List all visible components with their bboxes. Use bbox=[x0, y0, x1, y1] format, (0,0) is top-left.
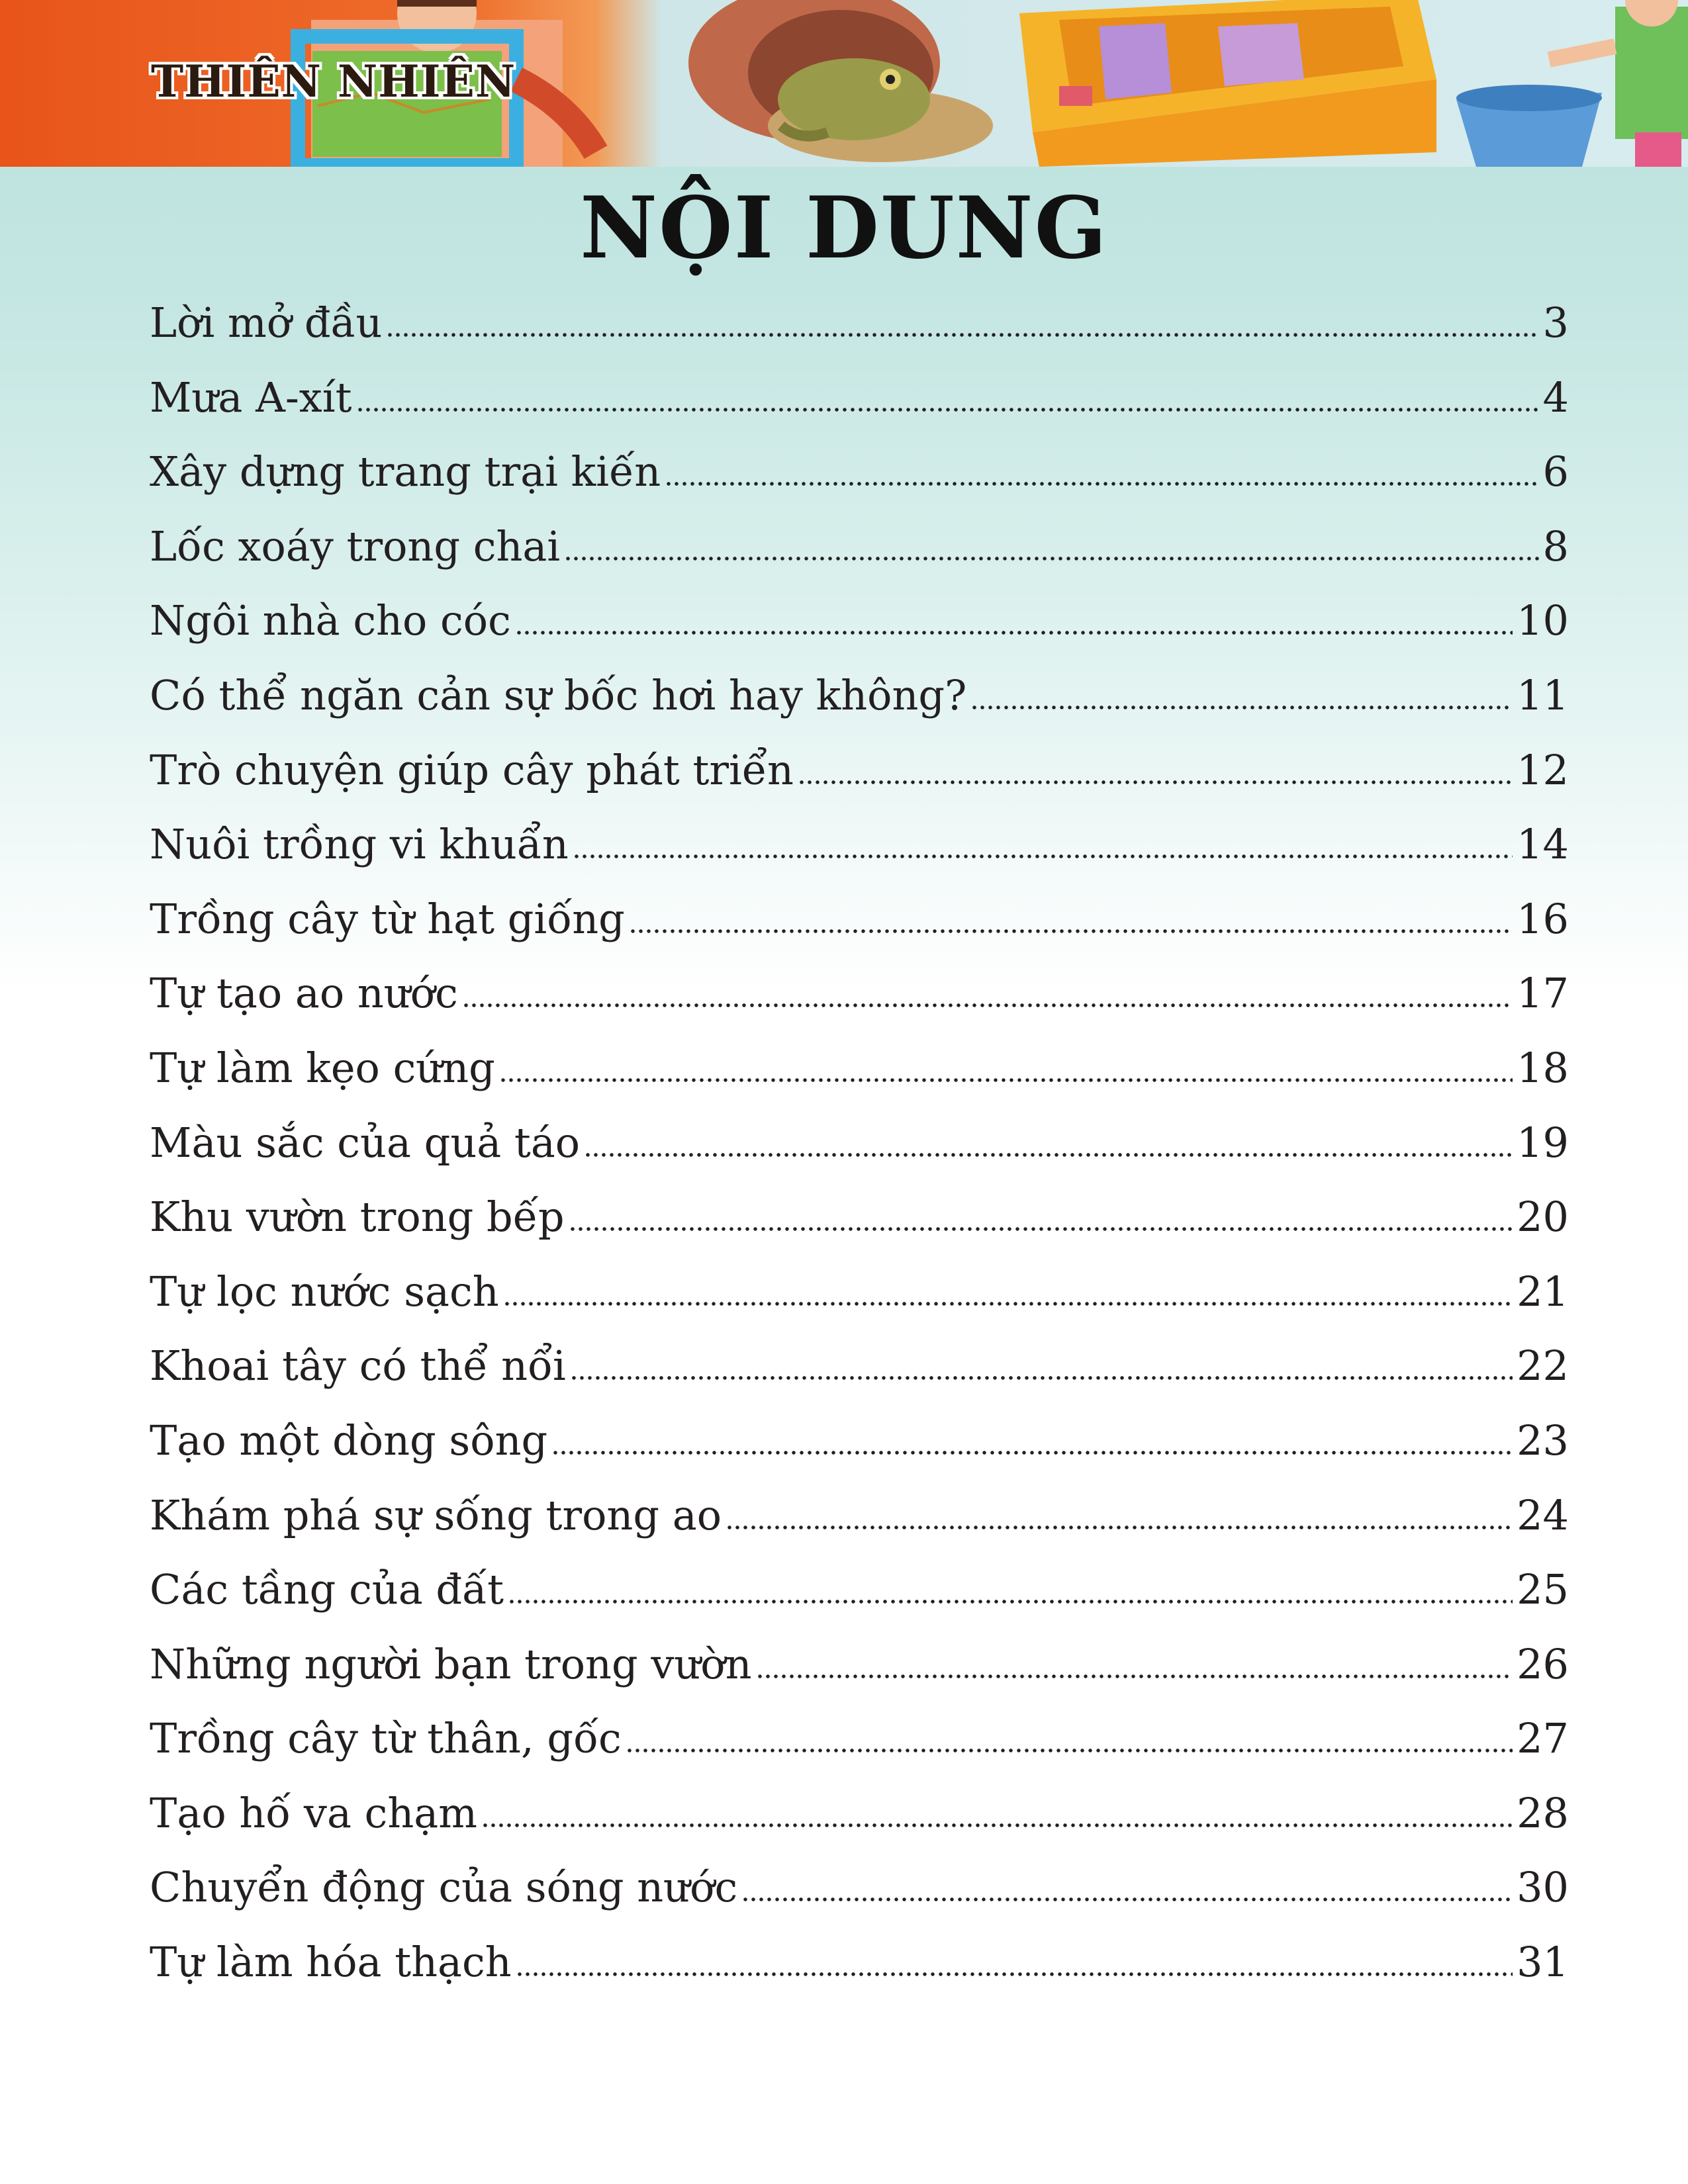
toc-entry-page: 6 bbox=[1542, 447, 1569, 496]
toc-entry-title: Khoai tây có thể nổi bbox=[150, 1342, 566, 1390]
toc-entry[interactable] bbox=[150, 807, 1569, 882]
toc-entry-page: 27 bbox=[1517, 1714, 1569, 1763]
toc-entry-title: Khám phá sự sống trong ao bbox=[150, 1490, 722, 1539]
dot-leader bbox=[756, 1674, 1513, 1678]
dot-leader bbox=[508, 1600, 1513, 1604]
toc-entry-page: 4 bbox=[1542, 373, 1569, 422]
dot-leader bbox=[356, 408, 1539, 412]
toc-entry-page: 8 bbox=[1542, 522, 1569, 570]
dot-leader bbox=[970, 705, 1513, 709]
dot-leader bbox=[798, 780, 1513, 784]
dot-leader bbox=[629, 929, 1513, 933]
toc-entry[interactable] bbox=[150, 510, 1569, 584]
toc-entry-page: 18 bbox=[1517, 1043, 1569, 1092]
toc-entry-title: Tự lọc nước sạch bbox=[150, 1267, 499, 1316]
toc-entry-page: 3 bbox=[1542, 298, 1569, 347]
toc-entry-title: Trò chuyện giúp cây phát triển bbox=[150, 745, 794, 794]
dot-leader bbox=[515, 631, 1513, 635]
dot-leader bbox=[726, 1525, 1513, 1529]
toc-entry-page: 21 bbox=[1517, 1267, 1569, 1316]
box-illustration bbox=[1019, 0, 1436, 167]
toc-entry-title: Lốc xoáy trong chai bbox=[150, 522, 561, 570]
dot-leader bbox=[665, 482, 1538, 486]
toc-entry-title: Có thể ngăn cản sự bốc hơi hay không? bbox=[150, 670, 967, 719]
toc-entry-title: Tự tạo ao nước bbox=[150, 969, 458, 1018]
toc-entry-page: 16 bbox=[1517, 894, 1569, 943]
toc-entry-title: Mưa A-xít bbox=[150, 373, 352, 422]
toc-entry[interactable] bbox=[150, 361, 1569, 435]
toc-entry-page: 12 bbox=[1517, 745, 1569, 794]
toc-entry-page: 17 bbox=[1517, 969, 1569, 1018]
toc-entry[interactable] bbox=[150, 1776, 1569, 1851]
dot-leader bbox=[503, 1302, 1513, 1306]
toc-entry-page: 26 bbox=[1517, 1639, 1569, 1688]
toc-entry-title: Nuôi trồng vi khuẩn bbox=[150, 820, 569, 869]
toc-entry-title: Xây dựng trang trại kiến bbox=[150, 447, 661, 496]
toc-entry[interactable] bbox=[150, 1255, 1569, 1330]
toad-in-pot-illustration bbox=[688, 0, 993, 162]
toc-entry[interactable] bbox=[150, 1106, 1569, 1181]
toc-entry[interactable] bbox=[150, 1329, 1569, 1404]
toc-entry[interactable] bbox=[150, 956, 1569, 1031]
dot-leader bbox=[741, 1897, 1513, 1901]
toc-entry-page: 20 bbox=[1517, 1193, 1569, 1242]
toc-entry-page: 28 bbox=[1517, 1788, 1569, 1837]
toc-entry-title: Ngôi nhà cho cóc bbox=[150, 596, 511, 645]
toc-entry-page: 19 bbox=[1517, 1118, 1569, 1167]
dot-leader bbox=[386, 333, 1538, 337]
dot-leader bbox=[626, 1749, 1513, 1752]
dot-leader bbox=[462, 1003, 1513, 1007]
table-of-contents bbox=[150, 286, 1569, 2000]
dot-leader bbox=[570, 1376, 1513, 1380]
toc-entry[interactable] bbox=[150, 659, 1569, 733]
dot-leader bbox=[499, 1078, 1513, 1082]
child-with-tub-illustration bbox=[1456, 0, 1688, 167]
toc-entry-page: 23 bbox=[1517, 1416, 1569, 1465]
dot-leader bbox=[584, 1153, 1513, 1157]
toc-entry[interactable] bbox=[150, 733, 1569, 808]
toc-entry[interactable] bbox=[150, 1702, 1569, 1776]
toc-entry-title: Tự làm hóa thạch bbox=[150, 1938, 512, 1987]
toc-entry[interactable] bbox=[150, 1404, 1569, 1479]
toc-entry-title: Lời mở đầu bbox=[150, 298, 383, 347]
toc-entry[interactable] bbox=[150, 1553, 1569, 1627]
page-title: NỘI DUNG bbox=[580, 179, 1108, 278]
toc-entry[interactable] bbox=[150, 1925, 1569, 2000]
toc-entry-title: Trồng cây từ hạt giống bbox=[150, 894, 625, 943]
toc-entry[interactable] bbox=[150, 1031, 1569, 1106]
toc-entry-page: 24 bbox=[1517, 1490, 1569, 1539]
toc-entry-title: Chuyển động của sóng nước bbox=[150, 1863, 738, 1912]
toc-entry[interactable] bbox=[150, 1627, 1569, 1702]
toc-entry-title: Tạo một dòng sông bbox=[150, 1416, 548, 1465]
dot-leader bbox=[569, 1227, 1513, 1231]
toc-entry[interactable] bbox=[150, 1180, 1569, 1255]
toc-entry[interactable] bbox=[150, 1850, 1569, 1925]
toc-entry-title: Những người bạn trong vườn bbox=[150, 1639, 752, 1688]
toc-entry-title: Trồng cây từ thân, gốc bbox=[150, 1714, 622, 1763]
toc-entry-page: 31 bbox=[1517, 1938, 1569, 1987]
toc-entry[interactable] bbox=[150, 882, 1569, 957]
dot-leader bbox=[551, 1451, 1513, 1455]
toc-entry[interactable] bbox=[150, 286, 1569, 361]
toc-entry-title: Tạo hố va chạm bbox=[150, 1788, 478, 1837]
toc-entry-title: Tự làm kẹo cứng bbox=[150, 1043, 495, 1092]
dot-leader bbox=[516, 1972, 1513, 1976]
toc-entry-page: 22 bbox=[1517, 1342, 1569, 1390]
dot-leader bbox=[481, 1823, 1513, 1827]
toc-entry-page: 11 bbox=[1517, 670, 1569, 719]
toc-entry-page: 14 bbox=[1517, 820, 1569, 869]
toc-entry[interactable] bbox=[150, 435, 1569, 510]
toc-entry-page: 25 bbox=[1517, 1565, 1569, 1614]
dot-leader bbox=[573, 854, 1513, 858]
toc-entry[interactable] bbox=[150, 1479, 1569, 1553]
series-title: THIÊN NHIÊN bbox=[151, 56, 516, 107]
toc-entry-title: Màu sắc của quả táo bbox=[150, 1118, 581, 1167]
toc-entry-page: 10 bbox=[1517, 596, 1569, 645]
header-banner bbox=[0, 0, 1688, 167]
toc-entry-page: 30 bbox=[1517, 1863, 1569, 1912]
toc-entry[interactable] bbox=[150, 584, 1569, 659]
toc-entry-title: Các tầng của đất bbox=[150, 1565, 504, 1614]
toc-entry-title: Khu vườn trong bếp bbox=[150, 1193, 565, 1242]
dot-leader bbox=[564, 557, 1538, 561]
